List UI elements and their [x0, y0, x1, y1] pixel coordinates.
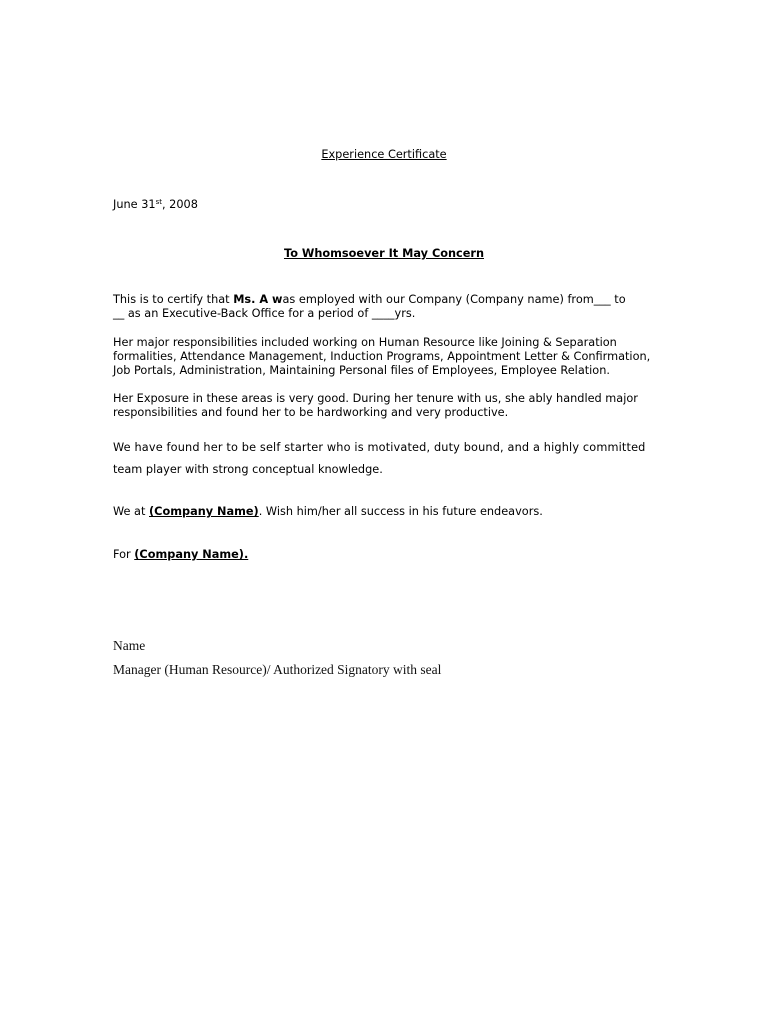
para5-suffix: . Wish him/her all success in his future endeavors.	[258, 505, 543, 518]
date-suffix: st	[155, 198, 162, 206]
document-title	[0, 147, 768, 162]
para2-line2: formalities, Attendance Management, Induction Programs, Appointment Letter & Confirmation,	[113, 350, 651, 363]
title-text: Experience Certificate	[321, 148, 447, 161]
salutation	[0, 246, 768, 261]
para4-line1: We have found her to be self starter who is motivated, duty bound, and a highly committed	[113, 441, 646, 454]
para2-line1: Her major responsibilities included working on Human Resource like Joining & Separation	[113, 336, 617, 349]
date-line	[113, 197, 198, 212]
para5-prefix: We at	[113, 505, 149, 518]
signatory-designation: Manager (Human Resource)/ Authorized Signatory with seal	[113, 662, 442, 677]
closing-company: (Company Name).	[134, 548, 249, 561]
signatory-name: Name	[113, 638, 146, 653]
date-year: , 2008	[161, 198, 198, 211]
para1-line2: __ as an Executive-Back Office for a period of ____yrs.	[113, 307, 416, 320]
company-name: (Company Name)	[149, 505, 259, 518]
para5	[113, 504, 543, 519]
date-month-day: June 31	[113, 198, 156, 211]
para2-line3: Job Portals, Administration, Maintaining Personal files of Employees, Employee Relation.	[113, 364, 610, 377]
para1-prefix: This is to certify that	[113, 293, 234, 306]
para3-line1: Her Exposure in these areas is very good. During her tenure with us, she ably handled major	[113, 392, 638, 405]
closing-prefix: For	[113, 548, 135, 561]
para4-line2: team player with strong conceptual knowledge.	[113, 463, 383, 476]
salutation-text: To Whomsoever It May Concern	[283, 247, 485, 260]
closing-line	[113, 547, 248, 562]
para1-rest: as employed with our Company (Company name) from___ to	[282, 293, 626, 306]
para1-line1	[113, 292, 626, 307]
employee-name: Ms. A w	[233, 293, 283, 306]
para3-line2: responsibilities and found her to be hardworking and very productive.	[113, 406, 509, 419]
